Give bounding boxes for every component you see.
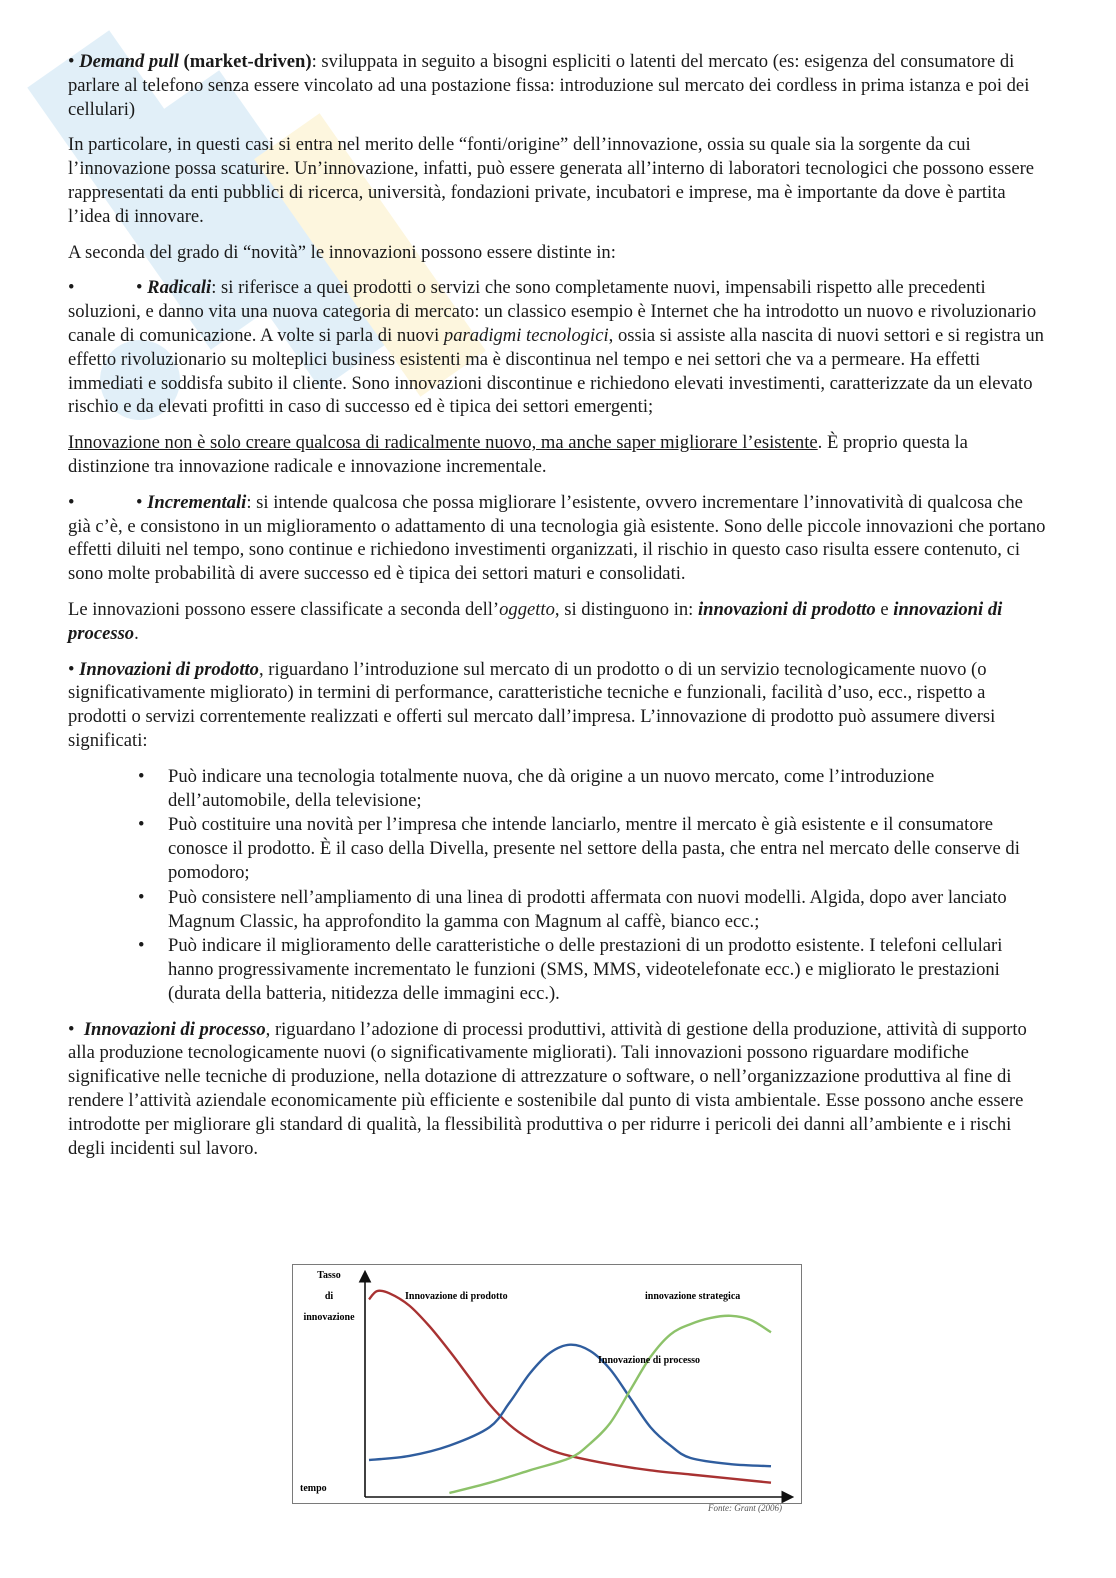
paragraph-grado: A seconda del grado di “novità” le innovazioni possono essere distinte in:: [68, 241, 616, 263]
paragraph-radicali: • • Radicali: si riferisce a quei prodotti o servizi che sono completamente nuovi, impensabili rispetto alle precedenti soluzioni, e danno vita una nuova categoria di mercato: un classico esempio è Internet che ha introdotto un nuovo e rivoluzionario canale di comunicazione. A volte si parla di nuovi paradigmi tecnologici, ossia si assiste alla nascita di nuovi settori e si registra un effetto rivoluzionario su molteplici business esistenti ma è discontinua nel tempo e nei settori che va a permeare. Ha effetti immediati e soddisfa subito il cliente. Sono innovazioni discontinue e richiedono elevati investimenti, caratterizzate da un elevato rischio e da elevati profitti in caso di successo ed è tipica dei settori emergenti;: [68, 277, 1044, 418]
list-item: • Può costituire una novità per l’impresa che intende lanciarlo, mentre il mercato è già esistente e il consumatore conosce il prodotto. È il caso della Divella, presente nel settore della pasta, che entra nel mercato delle conserve di pomodoro;: [168, 813, 1048, 884]
y-label-line-1: Tasso: [317, 1270, 341, 1281]
list-item: • Può indicare una tecnologia totalmente nuova, che dà origine a un nuovo mercato, come l’introduzione dell’automobile, della televisione;: [168, 765, 1048, 813]
prodotto-meanings-list: [68, 765, 1048, 1006]
curve-label-prodotto: Innovazione di prodotto: [405, 1291, 508, 1302]
chart-svg: [293, 1265, 801, 1503]
paragraph-prodotto: • Innovazioni di prodotto, riguardano l’introduzione sul mercato di un prodotto o di un servizio tecnologicamente nuovo (o significativamente migliorato) in termini di performance, caratteristiche tecniche e funzionali, facilità d’uso, ecc., rispetto a prodotti o servizi correntemente realizzati e offerti sul mercato dall’impresa. L’innovazione di prodotto può assumere diversi significati:: [68, 658, 996, 751]
paragraph-demand-pull: • Demand pull (market-driven): sviluppata in seguito a bisogni espliciti o latenti del mercato (es: esigenza del consumatore di parlare al telefono senza essere vincolato ad una postazione fissa: introduzione sul mercato dei cordless in prima istanza e poi dei cellulari): [68, 51, 1030, 120]
y-label-line-3: innovazione: [303, 1312, 355, 1323]
paragraph-incrementali: • • Incrementali: si intende qualcosa che possa migliorare l’esistente, ovvero incrementare l’innovatività di qualcosa che già c’è, e consistono in un miglioramento o adattamento di una tecnologia già esistente. Sono delle piccole innovazioni che portano effetti diluiti nel tempo, sono continue e richiedono investimenti organizzati, il rischio in questo caso risulta essere contenuto, ci sono molte probabilità di avere successo ed è tipica dei settori maturi e consolidati.: [68, 491, 1046, 585]
list-item: • Può consistere nell’ampliamento di una linea di prodotti affermata con nuovi modelli. Algida, dopo aver lanciato Magnum Classic, ha approfondito la gamma con Magnum al caffè, bianco ecc.;: [168, 886, 1048, 934]
curve-label-strategica: innovazione strategica: [645, 1291, 741, 1302]
x-axis-label: tempo: [300, 1483, 327, 1494]
y-label-line-2: di: [324, 1291, 334, 1302]
curve-label-processo: Innovazione di processo: [598, 1355, 701, 1366]
document-body: [68, 50, 1048, 1172]
paragraph-distinzione: Innovazione non è solo creare qualcosa di radicalmente nuovo, ma anche saper migliorare l’esistente. È proprio questa la distinzione tra innovazione radicale e innovazione incrementale.: [68, 432, 968, 477]
paragraph-processo: • Innovazioni di processo, riguardano l’adozione di processi produttivi, attività di gestione della produzione, attività di supporto alla produzione tecnologicamente nuovi (o significativamente migliorati). Tali innovazioni possono riguardare modifiche significative nelle tecniche di produzione, nella dotazione di attrezzature o software, o nell’organizzazione produttiva al fine di rendere l’attività aziendale economicamente più efficiente e sostenibile dal punto di vista ambientale. Esse possono anche essere introdotte per migliorare gli standard di qualità, la flessibilità produttiva o per ridurre i pericoli dei danni all’ambiente e i rischi degli incidenti sul lavoro.: [68, 1018, 1027, 1159]
series-line-strategica: [449, 1316, 771, 1493]
series-line-prodotto: [369, 1291, 771, 1483]
paragraph-fonti: In particolare, in questi casi si entra nel merito delle “fonti/origine” dell’innovazione, ossia su quale sia la sorgente da cui l’innovazione possa scaturire. Un’innovazione, infatti, può essere generata all’interno di laboratori tecnologici che possono essere rappresentati da enti pubblici di ricerca, università, fondazioni private, incubatori e imprese, ma è importante da dove è partita l’idea di innovare.: [68, 134, 1035, 227]
list-item: • Può indicare il miglioramento delle caratteristiche o delle prestazioni di un prodotto esistente. I telefoni cellulari hanno progressivamente incrementato le funzioni (SMS, MMS, videotelefonate ecc.) e migliorato le prestazioni (durata della batteria, nitidezza delle immagini ecc.).: [168, 934, 1048, 1005]
innovation-rate-chart: [292, 1264, 802, 1504]
figure-source: Fonte: Grant (2006): [708, 1503, 782, 1513]
series-line-processo: [369, 1345, 771, 1467]
paragraph-oggetto: Le innovazioni possono essere classificate a seconda dell’oggetto, si distinguono in: innovazioni di prodotto e innovazioni di processo.: [68, 598, 1003, 644]
